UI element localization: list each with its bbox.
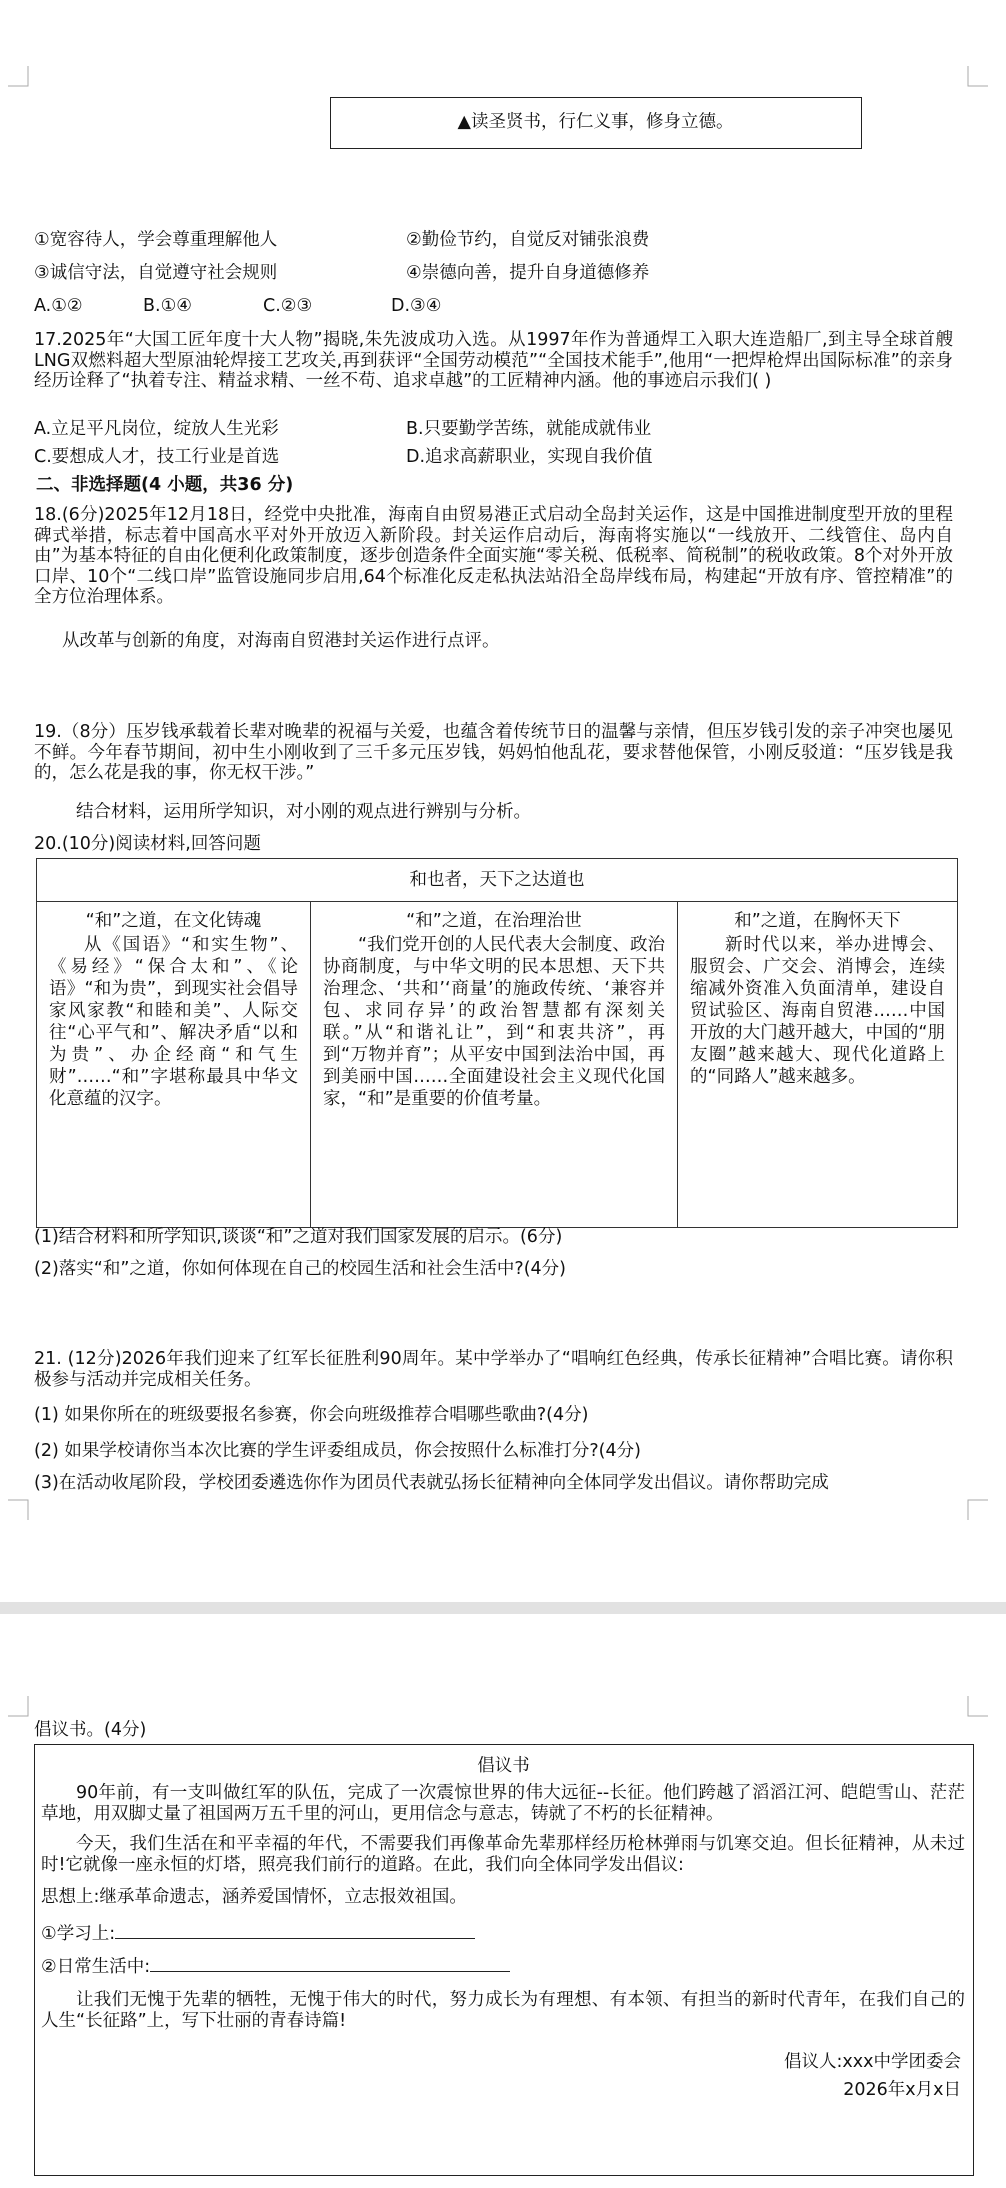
q20-subquestion-1: (1)结合材料和所学知识,谈谈“和”之道对我们国家发展的启示。(6分) [34, 1227, 563, 1247]
column-body-world: 新时代以来，举办进博会、服贸会、广交会、消博会，连续缩减外资准入负面清单，建设自贸试验区、海南自贸港……中国开放的大门越开越大，中国的“朋友圈”越来越大、现代化道路上的“同路人”越来越多。 [690, 935, 946, 1087]
letter-intro: 倡议书。(4分) [34, 1720, 147, 1740]
table-column-world [678, 902, 958, 1228]
q20-subquestion-2: (2)落实“和”之道，你如何体现在自己的校园生活和社会生活中?(4分) [34, 1259, 566, 1279]
q16-choice-c: C.②③ [263, 296, 313, 316]
q16-choice-a: A.①② [34, 296, 83, 316]
column-body-governance: “我们党开创的人民代表大会制度、政治协商制度，与中华文明的民本思想、天下共治理念、‘共和’‘商量’的施政传统、‘兼容并包、求同存异’的政治智慧都有深刻关联。”从“和谐礼让”，到“和衷共济”，再到“万物并育”；从平安中国到法治中国，再到美丽中国……全面建设社会主义现代化国家，“和”是重要的价值考量。 [323, 935, 665, 1109]
q16-option-4: ④崇德向善，提升自身道德修养 [406, 263, 650, 283]
column-head-world: 和”之道，在胸怀天下 [734, 911, 901, 931]
letter-date: 2026年x月x日 [843, 2080, 961, 2100]
q16-option-2: ②勤俭节约，自觉反对铺张浪费 [406, 230, 650, 250]
q16-option-1: ①宽容待人，学会尊重理解他人 [34, 230, 278, 250]
q17-option-a: A.立足平凡岗位，绽放人生光彩 [34, 419, 279, 439]
q20-intro: 20.(10分)阅读材料,回答问题 [34, 834, 261, 854]
letter-paragraph-1: 90年前，有一支叫做红军的队伍，完成了一次震惊世界的伟大远征--长征。他们跨越了滔滔江河、皑皑雪山、茫茫草地，用双脚丈量了祖国两万五千里的河山，更用信念与意志，铸就了不朽的长征精神。 [41, 1783, 965, 1824]
q21-subquestion-3: (3)在活动收尾阶段，学校团委遴选你作为团员代表就弘扬长征精神向全体同学发出倡议。请你帮助完成 [34, 1473, 829, 1493]
q18-question: 从改革与创新的角度，对海南自贸港封关运作进行点评。 [62, 631, 500, 651]
header-box-text: ▲读圣贤书，行仁义事，修身立德。 [457, 112, 734, 132]
crop-mark-bottom-left [8, 1494, 34, 1520]
letter-closing: 让我们无愧于先辈的牺牲，无愧于伟大的时代，努力成长为有理想、有本领、有担当的新时代青年，在我们自己的人生“长征路”上，写下壮丽的青春诗篇! [41, 1990, 965, 2031]
q21-stem: 21. (12分)2026年我们迎来了红军长征胜利90周年。某中学举办了“唱响红色经典，传承长征精神”合唱比赛。请你积极参与活动并完成相关任务。 [34, 1349, 953, 1390]
crop-mark-bottom-right [962, 1494, 988, 1520]
q17-option-b: B.只要勤学苦练，就能成就伟业 [406, 419, 652, 439]
exam-page-2 [0, 1614, 1006, 2188]
crop-mark-top-left [8, 1696, 34, 1722]
section-title: 二、非选择题(4 小题，共36 分) [36, 475, 294, 495]
crop-mark-top-left [8, 66, 34, 92]
q19-question: 结合材料，运用所学知识，对小刚的观点进行辨别与分析。 [76, 802, 531, 822]
table-column-culture [37, 902, 311, 1228]
letter-item-daily [41, 1953, 510, 1978]
item-daily-label: ②日常生活中: [41, 1957, 151, 1977]
q21-subquestion-1: (1) 如果你所在的班级要报名参赛，你会向班级推荐合唱哪些歌曲?(4分) [34, 1405, 589, 1425]
q16-choice-d: D.③④ [391, 296, 442, 316]
q18-material: 18.(6分)2025年12月18日，经党中央批准，海南自由贸易港正式启动全岛封关运作，这是中国推进制度型开放的里程碑式举措，标志着中国高水平对外开放迈入新阶段。封关运作启动后，海南将实施以“一线放开、二线管住、岛内自由”为基本特征的自由化便利化政策制度，逐步创造条件全面实施“零关税、低税率、简税制”的税收政策。8个对外开放口岸、10个“二线口岸”监管设施同步启用,64个标准化反走私执法站沿全岛岸线布局，构建起“开放有序、管控精准”的全方位治理体系。 [34, 505, 953, 607]
q20-material-table [36, 858, 958, 1228]
q17-stem: 17.2025年“大国工匠年度十大人物”揭晓,朱先波成功入选。从1997年作为普通焊工入职大连造船厂,到主导全球首艘LNG双燃料超大型原油轮焊接工艺攻关,再到获评“全国劳动模范”“全国技术能手”,他用“一把焊枪焊出国际标准”的亲身经历诠释了“执着专注、精益求精、一丝不苟、追求卓越”的工匠精神内涵。他的事迹启示我们( ) [34, 330, 953, 391]
column-head-culture: “和”之道，在文化铸魂 [85, 911, 262, 931]
crop-mark-top-right [962, 66, 988, 92]
table-title-cell [37, 859, 958, 902]
page-separator [0, 1602, 1006, 1614]
q17-option-d: D.追求高薪职业，实现自我价值 [406, 447, 653, 467]
table-title: 和也者，天下之达道也 [409, 870, 585, 890]
proposal-letter-box [34, 1744, 974, 2176]
letter-signer: 倡议人:xxx中学团委会 [784, 2052, 961, 2072]
letter-paragraph-2: 今天，我们生活在和平幸福的年代，不需要我们再像革命先辈那样经历枪林弹雨与饥寒交迫。但长征精神，从未过时!它就像一座永恒的灯塔，照亮我们前行的道路。在此，我们向全体同学发出倡议: [41, 1834, 965, 1875]
study-answer-blank[interactable] [115, 1920, 475, 1939]
letter-item-study [41, 1920, 475, 1945]
q16-option-3: ③诚信守法，自觉遵守社会规则 [34, 263, 278, 283]
item-study-label: ①学习上: [41, 1924, 116, 1944]
q17-option-c: C.要想成人才，技工行业是首选 [34, 447, 280, 467]
q16-choice-b: B.①④ [143, 296, 192, 316]
letter-item-thought: 思想上:继承革命遗志，涵养爱国情怀，立志报效祖国。 [41, 1887, 467, 1907]
column-body-culture: 从《国语》“和实生物”、《易经》“保合太和”、《论语》“和为贵”，到现实社会倡导家风家教“和睦和美”、人际交往“心平气和”、解决矛盾“以和为贵”、办企经商“和气生财”……“和”字堪称最具中华文化意蕴的汉字。 [49, 935, 298, 1109]
header-box [330, 97, 862, 149]
daily-answer-blank[interactable] [150, 1953, 510, 1972]
q19-material: 19.（8分）压岁钱承载着长辈对晚辈的祝福与关爱，也蕴含着传统节日的温馨与亲情，但压岁钱引发的亲子冲突也屡见不鲜。今年春节期间，初中生小刚收到了三千多元压岁钱，妈妈怕他乱花，要求替他保管，小刚反驳道：“压岁钱是我的，怎么花是我的事，你无权干涉。” [34, 722, 953, 783]
q21-subquestion-2: (2) 如果学校请你当本次比赛的学生评委组成员，你会按照什么标准打分?(4分) [34, 1441, 641, 1461]
crop-mark-top-right [962, 1696, 988, 1722]
letter-title: 倡议书 [477, 1756, 530, 1776]
column-head-governance: “和”之道，在治理治世 [406, 911, 582, 931]
table-column-governance [311, 902, 678, 1228]
